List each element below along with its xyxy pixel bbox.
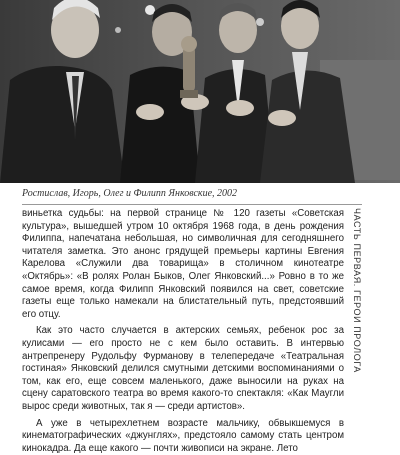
divider [22,204,362,205]
family-photo-illustration [0,0,400,183]
paragraph-1: виньетка судьбы: на первой странице № 120 газеты «Советская культура», вышедшей утром 10 октября 1968 года, в день рождения Филиппа, напечатана небольшая, но символичная для сегодняшнего читателя заметка. Это анонс грядущей премьеры картины Евгения Карелова «Служили два товарища» в столичном кинотеатре «Октябрь»: «В ролях Ролан Быков, Олег Янковский...» Ровно в то же самое время, когда Филипп Янковский появился на свет, советские газеты еще только намекали на блистательный путь, предстоявший его отцу. [22,208,344,321]
paragraph-2: Как это часто случается в актерских семьях, ребенок рос за кулисами — его просто не с кем было оставить. В интервью антрепренеру Рудольфу Фурманову в телепередаче «Театральная гостиная» Янковский делился смутными детскими воспоминаниями о том, как его, еще совсем маленького, даже выносили на руках на сцену саратовского театра во время какого-то спектакля: «Как Маугли вырос среди животных, так я — среди артистов». [22,325,344,413]
paragraph-3: А уже в четырехлетнем возрасте мальчику, обвыкшемуся в кинематографических «джунглях», предстояло самому стать центром кинокадра. Да еще какого — почти живописи на экране. Лето [22,418,344,455]
running-head: ЧАСТЬ ПЕРВАЯ. ГЕРОИ ПРОЛОГА [352,208,362,373]
family-photo [0,0,400,183]
body-text [22,208,344,455]
photo-caption: Ростислав, Игорь, Олег и Филипп Янковские, 2002 [22,188,362,199]
